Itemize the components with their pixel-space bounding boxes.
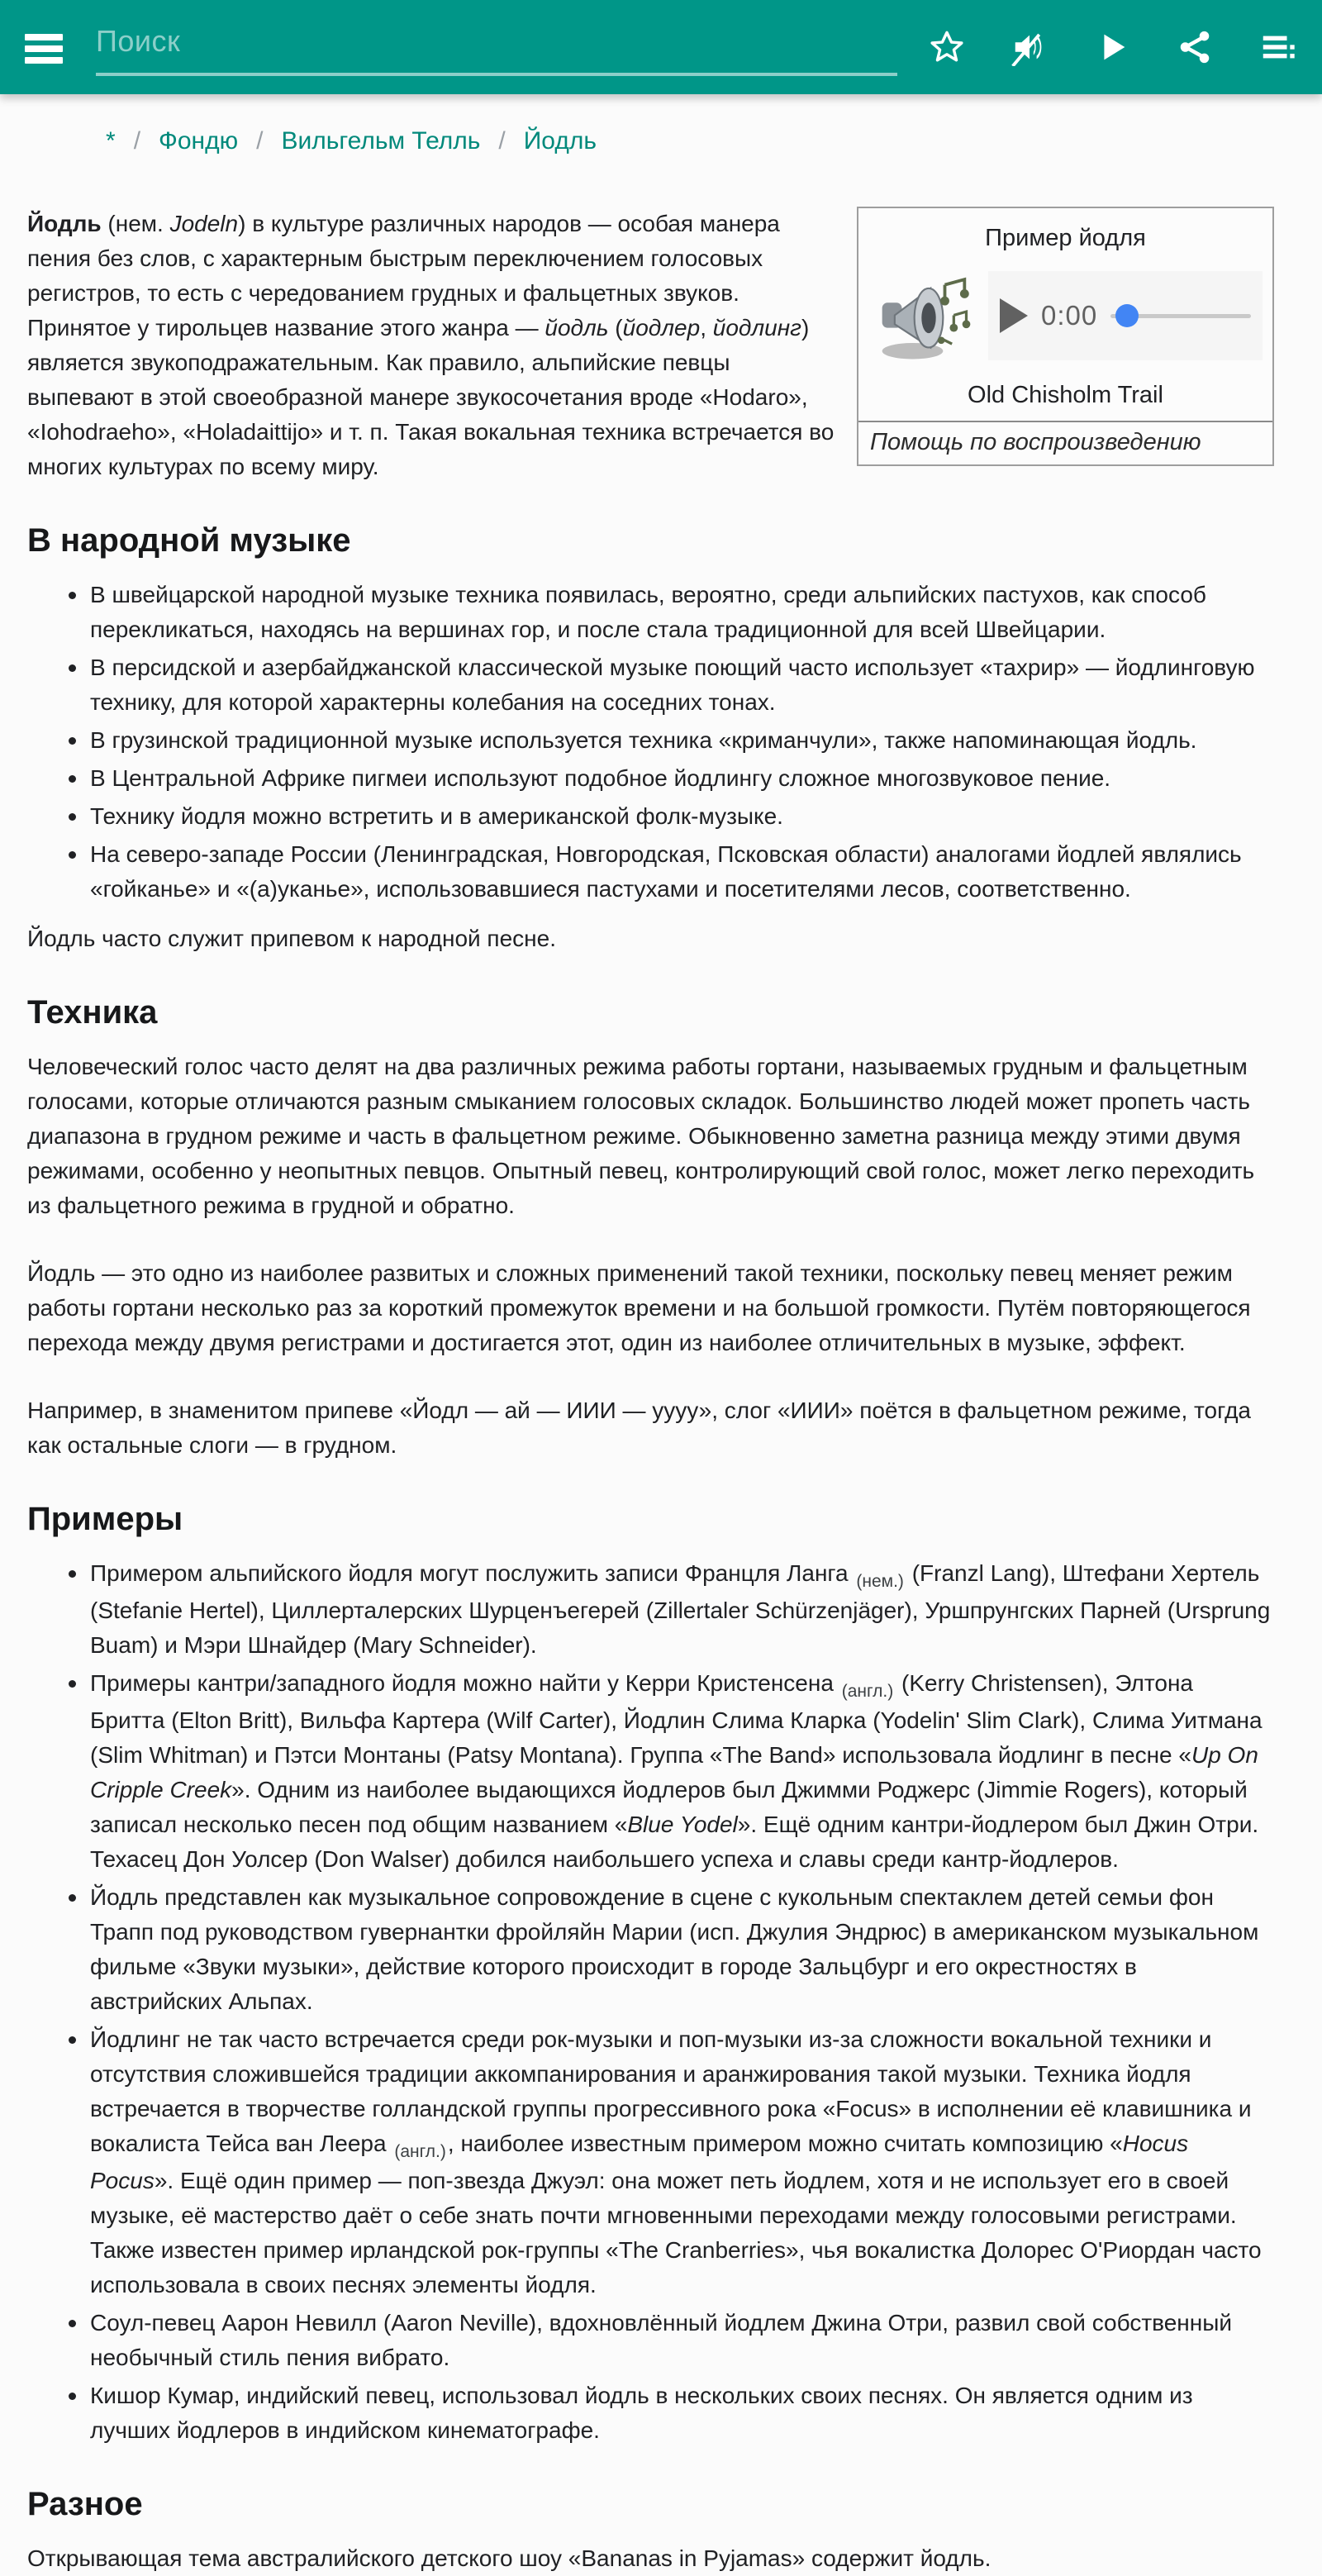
breadcrumb-separator: / xyxy=(133,127,141,155)
section-title: В народной музыке xyxy=(27,522,351,559)
share-icon[interactable] xyxy=(1175,27,1215,67)
text-run: Соул-певец Аарон Невилл (Aaron Neville), вдохновлённый йодлем Джина Отри, развил свой собственный необычный стиль пения вибрато. xyxy=(90,2310,1232,2370)
section-misc xyxy=(27,2486,1274,2576)
play-icon[interactable] xyxy=(1092,27,1132,67)
audio-sample-card xyxy=(857,207,1274,466)
toc-icon[interactable] xyxy=(1258,27,1297,67)
interwiki-lang-link[interactable]: (нем.) xyxy=(856,1572,904,1591)
audio-elapsed-time: 0:00 xyxy=(1041,299,1098,331)
text-run: Jodeln xyxy=(169,211,239,236)
toolbar-actions xyxy=(927,27,1297,67)
text-run: ) является звукоподражательным. Как правило, альпийские певцы выпевают в этой своеобразной манере звукосочетания вроде «Hodaro», «Iohodraeho», «Holadaittijo» и т. п. Такая вокальная техника встречается во многих культурах по всему миру. xyxy=(27,315,835,479)
text-run: Blue Yodel xyxy=(627,1812,738,1837)
audio-player-row xyxy=(868,264,1263,367)
list-item xyxy=(65,1880,1274,2019)
lead-section xyxy=(27,207,1274,484)
audio-seek-slider[interactable] xyxy=(1110,303,1251,328)
list-item xyxy=(65,2378,1274,2448)
text-run: ( xyxy=(608,315,623,340)
audio-track-title: Old Chisholm Trail xyxy=(968,382,1163,408)
list-item: На северо-западе России (Ленинградская, Новгородская, Псковская области) аналогами йодлей являлись «гойканье» и «(а)уканье», использовавшиеся пастухами и посетителями лесов, соответственно. xyxy=(65,837,1274,907)
section-title: Разное xyxy=(27,2486,143,2522)
text-run: , xyxy=(700,315,713,340)
article-body xyxy=(0,207,1322,2576)
breadcrumb-item-wilhelm-tell[interactable]: Вильгельм Телль xyxy=(281,127,481,155)
list-item: В Центральной Африке пигмеи используют подобное йодлингу сложное многозвуковое пение. xyxy=(65,761,1274,796)
breadcrumb-home[interactable]: * xyxy=(106,127,116,155)
breadcrumb-item-fondue[interactable]: Фондю xyxy=(159,127,239,155)
section-title: Примеры xyxy=(27,1501,183,1537)
technique-paragraph: Например, в знаменитом припеве «Йодл — ай — ИИИ — уууу», слог «ИИИ» поётся в фальцетном режиме, тогда как остальные слоги — в грудном. xyxy=(27,1398,1251,1458)
text-run: Примером альпийского йодля могут послужить записи Францля Ланга xyxy=(90,1560,855,1586)
text-run: (Kerry Christensen), Элтона Бритта (Elton Britt), Вильфа Картера (Wilf Carter), Йодлин Слима Кларка (Yodelin' Slim Clark), Слима Уитмана (Slim Whitman) и Пэтси Монтаны (Patsy Montana). Группа «The Band» использовала йодлинг в песне « xyxy=(90,1670,1263,1768)
text-run: ». Ещё один пример — поп-звезда Джуэл: она может петь йодлем, хотя и не использует его в своей музыке, её мастерство даёт о себе знать почти мгновенными переходами между голосовыми регистрами. Также известен пример ирландской рок-группы «The Cranberries», чья вокалистка Долорес О'Риордан часто использовала в своих песнях элементы йодля. xyxy=(90,2168,1262,2297)
speaker-with-notes-icon xyxy=(868,264,988,367)
volume-off-icon[interactable] xyxy=(1010,27,1049,67)
list-item xyxy=(65,2306,1274,2375)
search-input[interactable] xyxy=(96,18,897,76)
search-placeholder: Поиск xyxy=(96,24,181,58)
breadcrumb xyxy=(0,94,1322,170)
audio-play-button[interactable] xyxy=(1000,298,1028,333)
menu-icon[interactable] xyxy=(25,34,63,64)
misc-paragraph: Открывающая тема австралийского детского шоу «Bananas in Pyjamas» содержит йодль. xyxy=(27,2545,992,2571)
list-item: В грузинской традиционной музыке используется техника «криманчули», также напоминающая йодль. xyxy=(65,723,1274,758)
list-item: В швейцарской народной музыке техника появилась, вероятно, среди альпийских пастухов, как способ перекликаться, находясь на вершинах гор, и после стала традиционной для всей Швейцарии. xyxy=(65,578,1274,647)
lead-paragraph xyxy=(27,207,835,484)
text-run: Йодль xyxy=(27,211,102,236)
interwiki-lang-link[interactable]: (англ.) xyxy=(394,2142,446,2161)
slider-thumb[interactable] xyxy=(1115,304,1139,327)
audio-player xyxy=(988,271,1263,360)
breadcrumb-separator: / xyxy=(498,127,506,155)
text-run: (Franzl Lang), Штефани Хертель (Stefanie Hertel), Циллерталерских Шурценъегерей (Zillertaler Schürzenjäger), Уршпрунгских Парней (Ursprung Buam) и Мэри Шнайдер (Mary Schneider). xyxy=(90,1560,1271,1658)
list-item xyxy=(65,2022,1274,2302)
breadcrumb-item-yodel[interactable]: Йодль xyxy=(523,127,597,155)
list-item xyxy=(65,1666,1274,1877)
text-run: Примеры кантри/западного йодля можно найти у Керри Кристенсена xyxy=(90,1670,840,1696)
technique-paragraph: Йодль — это одно из наиболее развитых и сложных применений такой техники, поскольку певец меняет режим работы гортани несколько раз за короткий промежуток времени и на большой громкости. Путём повторяющегося перехода между двумя регистрами и достигается этот, один из наиболее отличительных в музыке, эффект. xyxy=(27,1260,1251,1355)
technique-paragraph: Человеческий голос часто делят на два различных режима работы гортани, называемых грудным и фальцетным голосами, которые отличаются разным смыканием голосовых складок. Большинство людей может пропеть часть диапазона в грудном режиме и часть в фальцетном режиме. Обыкновенно заметна разница между этими двумя режимами, особенно у неопытных певцов. Опытный певец, контролирующий свой голос, может легко переходить из фальцетного режима в грудной и обратно. xyxy=(27,1054,1255,1218)
section-title: Техника xyxy=(27,994,158,1031)
text-run: йодлер xyxy=(622,315,701,340)
section-technique xyxy=(27,994,1274,1463)
text-run: йодлинг xyxy=(712,315,801,340)
search-underline xyxy=(96,73,897,76)
text-run: Up On Cripple Creek xyxy=(90,1742,1258,1802)
text-run: Кишор Кумар, индийский певец, использовал йодль в нескольких своих песнях. Он является одним из лучших йодлеров в индийском кинематографе. xyxy=(90,2383,1193,2443)
text-run: (нем. xyxy=(101,211,170,236)
audio-card-title: Пример йодля xyxy=(985,225,1146,251)
folk-music-list xyxy=(27,578,1274,907)
list-item xyxy=(65,1556,1274,1663)
examples-list xyxy=(27,1556,1274,2448)
playback-help-link[interactable]: Помощь по воспроизведению xyxy=(858,421,1272,464)
text-run: йодль xyxy=(544,315,609,340)
text-run: ». Одним из наиболее выдающихся йодлеров был Джимми Роджерс (Jimmie Rogers), который записал несколько песен под общим названием « xyxy=(90,1777,1248,1837)
text-run: Hocus Pocus xyxy=(90,2131,1189,2193)
section-examples xyxy=(27,1501,1274,2448)
app-toolbar xyxy=(0,0,1322,94)
text-run: ». Ещё одним кантри-йодлером был Джин Отри. Техасец Дон Уолсер (Don Walser) добился наибольшего успеха и славы среди кантр-йодлеров. xyxy=(90,1812,1259,1872)
text-run: Йодлинг не так часто встречается среди рок-музыки и поп-музыки из-за сложности вокальной техники и отсутствия сложившейся традиции аккомпанирования и аранжирования такой музыки. Техника йодля встречается в творчестве голландской группы прогрессивного рока «Focus» в исполнении её клавишника и вокалиста Тейса ван Леера xyxy=(90,2026,1252,2156)
interwiki-lang-link[interactable]: (англ.) xyxy=(841,1682,894,1701)
list-item: В персидской и азербайджанской классической музыке поющий часто использует «тахрир» — йодлинговую технику, для которой характерны колебания на соседних тонах. xyxy=(65,650,1274,720)
folk-music-note: Йодль часто служит припевом к народной песне. xyxy=(27,926,556,951)
list-item: Технику йодля можно встретить и в американской фолк-музыке. xyxy=(65,799,1274,834)
breadcrumb-separator: / xyxy=(256,127,264,155)
section-folk-music xyxy=(27,522,1274,956)
text-run: Йодль представлен как музыкальное сопровождение в сцене с кукольным спектаклем детей семьи фон Трапп под руководством гувернантки фройляйн Марии (исп. Джулия Эндрюс) в американском музыкальном фильме «Звуки музыки», действие которого происходит в городе Зальцбург и его окрестностях в австрийских Альпах. xyxy=(90,1884,1259,2014)
text-run: , наиболее известным примером можно считать композицию « xyxy=(447,2131,1123,2156)
star-icon[interactable] xyxy=(927,27,967,67)
text-run: ) в культуре различных народов — особая манера пения без слов, с характерным быстрым переключением голосовых регистров, то есть с чередованием грудных и фальцетных звуков. Принятое у тирольцев название этого жанра — xyxy=(27,211,780,340)
